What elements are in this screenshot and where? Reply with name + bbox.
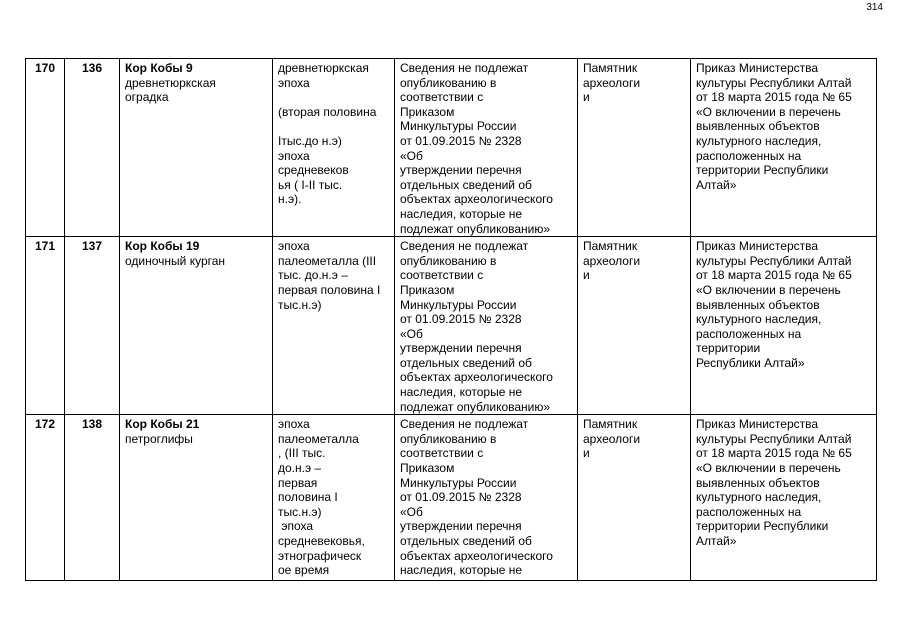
location-info-line: подлежат опубликованию» (400, 399, 551, 414)
dating-line: ое время (278, 563, 330, 578)
object-name-title: Кор Кобы 21 (125, 417, 200, 432)
dating-line: первая половина I (278, 282, 381, 297)
location-info-line: объектах археологического (400, 548, 553, 563)
order-line: культуры Республики Алтай (696, 253, 852, 268)
object-name-cell (120, 237, 273, 415)
location-info-line: наследия, которые не (400, 385, 523, 400)
order-line: от 18 марта 2015 года № 65 (696, 268, 852, 283)
location-info-line: Сведения не подлежат (400, 417, 529, 432)
location-info-line: отдельных сведений об (400, 177, 532, 192)
order-line: «О включении в перечень (696, 104, 841, 119)
location-info-line: отдельных сведений об (400, 534, 532, 548)
order-line: от 18 марта 2015 года № 65 (696, 446, 852, 461)
order-line: культуры Республики Алтай (696, 431, 852, 446)
order-line: выявленных объектов (696, 297, 820, 312)
location-info-line: объектах археологического (400, 192, 553, 207)
object-name-line: древнетюркская (125, 75, 216, 90)
category-line: археологи (583, 75, 641, 90)
dating-line: Iтыс.до н.э) (278, 133, 342, 148)
category-line: и (583, 268, 590, 283)
category-line: археологи (583, 431, 641, 446)
dating-line: древнетюркская (278, 61, 369, 75)
order-line: Приказ Министерства (696, 61, 819, 75)
order-line: выявленных объектов (696, 119, 820, 134)
order-line: расположенных на (696, 148, 802, 163)
dating-cell (273, 415, 395, 581)
order-line: Алтай» (696, 534, 737, 548)
dating-line: эпоха (278, 148, 310, 163)
location-info-line: утверждении перечня (400, 341, 522, 356)
row-number-cell: 171 (26, 237, 65, 415)
order-line: расположенных на (696, 326, 802, 341)
order-line: культурного наследия, (696, 312, 822, 327)
dating-line: эпоха (278, 75, 310, 90)
object-name-cell (120, 415, 273, 581)
category-line: Памятник (583, 417, 638, 432)
category-cell (578, 415, 691, 581)
order-line: расположенных на (696, 504, 802, 519)
order-line: территории Республики (696, 519, 829, 534)
object-name-title: Кор Кобы 19 (125, 239, 200, 254)
location-info-line: утверждении перечня (400, 519, 522, 534)
location-info-line: от 01.09.2015 № 2328 (400, 133, 522, 148)
order-line: «О включении в перечень (696, 282, 841, 297)
location-info-line: от 01.09.2015 № 2328 (400, 490, 522, 505)
dating-line: эпоха (278, 417, 310, 432)
order-line: Приказ Министерства (696, 417, 819, 432)
location-info-line: соответствии с (400, 90, 484, 105)
order-line: территории Республики (696, 163, 829, 178)
object-name-title: Кор Кобы 9 (125, 61, 193, 75)
location-info-line: Минкультуры России (400, 297, 517, 312)
dating-line: средневеков (278, 163, 349, 178)
table-row (26, 237, 877, 415)
location-info-line: наследия, которые не (400, 206, 523, 221)
location-info-line: Минкультуры России (400, 475, 517, 490)
category-line: археологи (583, 253, 641, 268)
order-line: от 18 марта 2015 года № 65 (696, 90, 852, 105)
order-cell (691, 59, 877, 237)
object-number-cell: 136 (65, 59, 120, 237)
order-cell (691, 237, 877, 415)
dating-line: эпоха (278, 239, 310, 254)
dating-line: н.э). (278, 192, 302, 207)
dating-line: эпоха (278, 519, 314, 534)
location-info-line: соответствии с (400, 446, 484, 461)
dating-line: тыс.н.э) (278, 504, 322, 519)
object-number-cell: 138 (65, 415, 120, 581)
dating-cell (273, 59, 395, 237)
location-info-line: Сведения не подлежат (400, 61, 529, 75)
dating-line: палеометалла (278, 431, 359, 446)
location-info-line: опубликованию в (400, 253, 497, 268)
location-info-line: «Об (400, 148, 423, 163)
dating-line: первая (278, 475, 318, 490)
location-info-cell (395, 59, 578, 237)
location-info-line: от 01.09.2015 № 2328 (400, 312, 522, 327)
dating-line: (вторая половина (278, 104, 377, 119)
object-name-line: оградка (125, 90, 169, 105)
row-number-cell: 172 (26, 415, 65, 581)
location-info-line: подлежат опубликованию» (400, 221, 551, 236)
location-info-line: соответствии с (400, 268, 484, 283)
order-line: «О включении в перечень (696, 461, 841, 476)
dating-line: , (III тыс. (278, 446, 326, 461)
category-cell (578, 59, 691, 237)
order-line: культурного наследия, (696, 133, 822, 148)
location-info-line: «Об (400, 504, 423, 519)
dating-line (278, 119, 389, 134)
object-name-line: одиночный курган (125, 253, 226, 268)
category-line: и (583, 90, 590, 105)
order-line: Алтай» (696, 177, 737, 192)
row-number-cell: 170 (26, 59, 65, 237)
category-line: и (583, 446, 590, 461)
object-name-cell (120, 59, 273, 237)
dating-line: тыс.н.э) (278, 297, 322, 312)
page-number: 314 (866, 2, 883, 13)
category-line: Памятник (583, 239, 638, 254)
object-name-line: петроглифы (125, 431, 193, 446)
dating-line: тыс. до.н.э – (278, 268, 348, 283)
dating-line: палеометалла (III (278, 253, 377, 268)
location-info-line: утверждении перечня (400, 163, 522, 178)
order-line: культуры Республики Алтай (696, 75, 852, 90)
table-row (26, 415, 877, 581)
object-number-cell: 137 (65, 237, 120, 415)
location-info-line: «Об (400, 326, 423, 341)
location-info-line: Минкультуры России (400, 119, 517, 134)
heritage-registry-table (25, 58, 877, 581)
table-body (26, 59, 877, 581)
order-line: выявленных объектов (696, 475, 820, 490)
dating-line: средневековья, (278, 534, 365, 548)
location-info-line: наследия, которые не (400, 563, 523, 578)
location-info-line: Приказом (400, 104, 455, 119)
location-info-cell (395, 237, 578, 415)
order-line: Республики Алтай» (696, 355, 805, 370)
location-info-line: опубликованию в (400, 431, 497, 446)
dating-line: до.н.э – (278, 461, 322, 476)
category-line: Памятник (583, 61, 638, 75)
dating-line: половина I (278, 490, 338, 505)
order-line: территории (696, 341, 761, 356)
order-line: Приказ Министерства (696, 239, 819, 254)
dating-line: ья ( I-II тыс. (278, 177, 343, 192)
location-info-line: Сведения не подлежат (400, 239, 529, 254)
dating-line: этнографическ (278, 548, 362, 563)
category-cell (578, 237, 691, 415)
location-info-line: Приказом (400, 461, 455, 476)
location-info-line: объектах археологического (400, 370, 553, 385)
location-info-line: опубликованию в (400, 75, 497, 90)
order-line: культурного наследия, (696, 490, 822, 505)
dating-cell (273, 237, 395, 415)
table-row (26, 59, 877, 237)
order-cell (691, 415, 877, 581)
location-info-line: Приказом (400, 282, 455, 297)
location-info-cell (395, 415, 578, 581)
location-info-line: отдельных сведений об (400, 355, 532, 370)
dating-line (278, 90, 389, 105)
